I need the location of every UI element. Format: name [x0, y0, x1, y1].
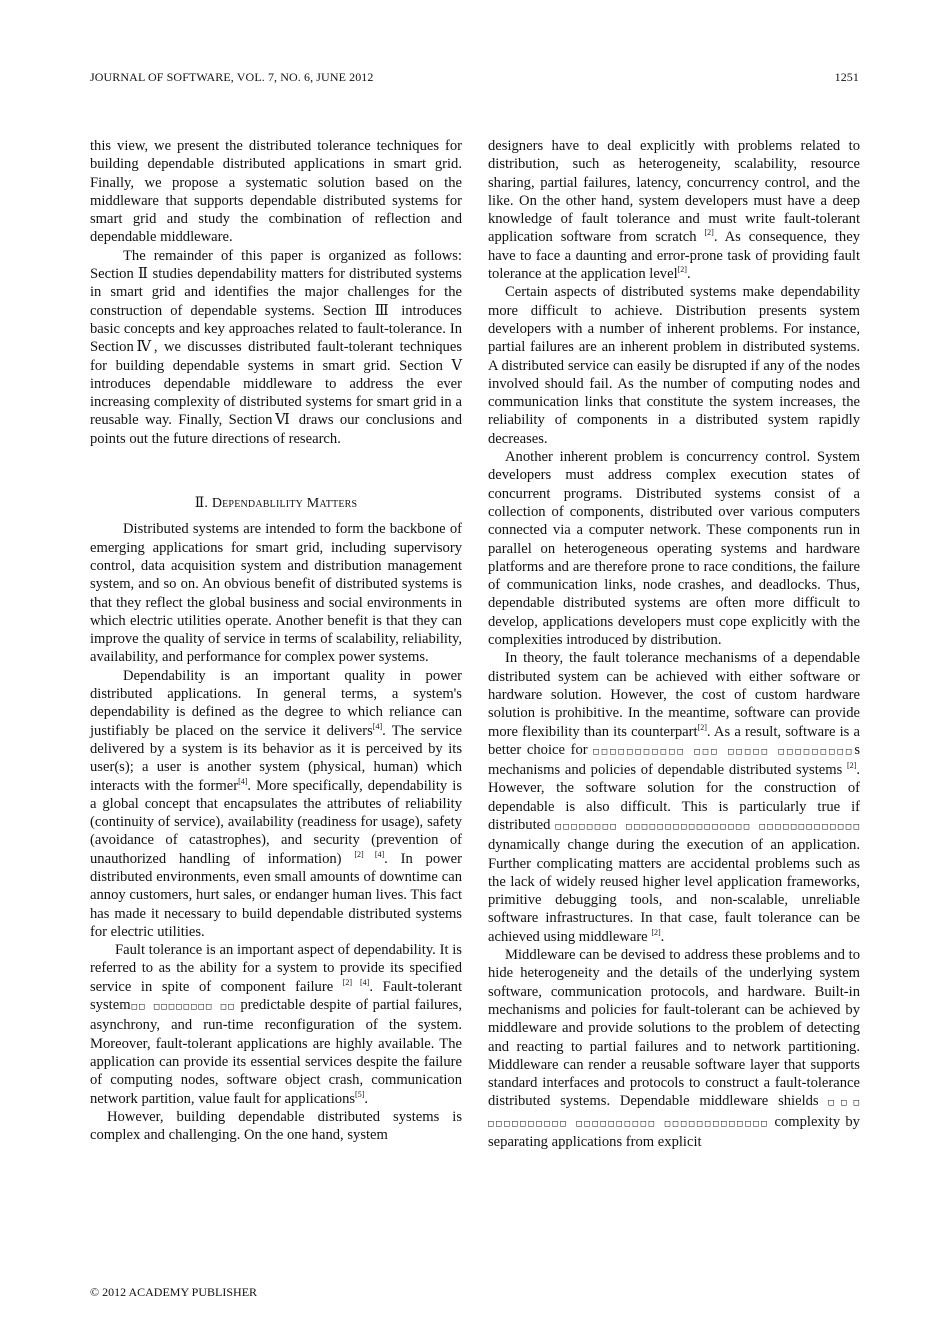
text-run: . As consequence, they have to face a daunting and error-prone task of providing fault tolerance at the application level — [488, 229, 860, 283]
paragraph: this view, we present the distributed tolerance techniques for building dependable distributed applications in smart grid. Finally, we propose a systematic solution based on the middleware that supports dependable distributed systems for smart grid and study the combination of reflection and dependable middleware. — [90, 138, 462, 246]
citation: [2] [4] — [342, 977, 370, 987]
text-run: s mechanisms and policies of dependable distributed systems — [488, 741, 860, 779]
paragraph: Certain aspects of distributed systems make dependability more difficult to achieve. Distribution presents system developers with a number of inherent problems. For instance, partial failures are an inherent problem in distributed systems. A distributed service can easily be disrupted if any of the nodes involved should fail. As the number of computing nodes and communication links that constitute the system increases, the reliability of components in a distributed system rapidly decreases. — [488, 284, 860, 447]
text-run: dynamically change during the execution of an application. Further complicating matters are accidental problems such as the lack of widely reused higher level application frameworks, primitive debugging tools, and non-scalable, unreliable software infrastructures. In that case, fault tolerance can be achieved using middleware — [488, 837, 860, 945]
paragraph — [90, 941, 462, 1108]
garbled-glyphs: □□ □□□□□□□□ □□ — [130, 1002, 236, 1013]
citation: [2] — [677, 265, 687, 275]
text-run: Dependability is an important quality in power distributed applications. In general terms, a system's dependability is defined as the degree to which reliance can justifiably be placed on the service it delivers — [90, 667, 462, 739]
paragraph: However, building dependable distributed systems is complex and challenging. On the one hand, system — [90, 1108, 462, 1144]
citation: [2] — [847, 761, 857, 771]
citation: [2] — [651, 927, 661, 937]
page-number: 1251 — [834, 70, 859, 84]
citation: [2] — [697, 722, 707, 732]
paragraph — [488, 137, 860, 283]
text-run: . However, the software solution for the construction of dependable is also difficult. This is particularly true if distributed — [488, 762, 860, 833]
paragraph: Distributed systems are intended to form the backbone of emerging applications for smart grid, including supervisory control, data acquisition system and distribution management system, and so on. An obvious benefit of distributed systems is that they reflect the global business and social environments in which electric utilities operate. Another benefit is that they can improve the quality of service in terms of scalability, reliability, availability, and performance for complex power systems. — [90, 521, 462, 666]
text-run: . — [660, 928, 665, 945]
citation: [2] — [704, 228, 714, 238]
text-run: In theory, the fault tolerance mechanisms of a dependable distributed system can be achieved with either software or hardware solution. However, the cost of custom hardware solution is prohibitive. In the meantime, software can provide more flexibility than its counterpart — [488, 650, 860, 740]
running-header: JOURNAL OF SOFTWARE, VOL. 7, NO. 6, JUNE 2012 — [90, 70, 374, 84]
left-column — [90, 137, 462, 1144]
section-heading: Ⅱ. Dependablility Matters — [194, 496, 358, 512]
paragraph — [90, 667, 462, 941]
text-run: complexity by separating applications from explicit — [488, 1113, 860, 1151]
footer-copyright: © 2012 ACADEMY PUBLISHER — [90, 1285, 258, 1299]
paragraph: Another inherent problem is concurrency control. System developers must address complex execution states of concurrent programs. Distributed systems consist of a collection of components, distributed over various computers connected via a computer network. These components run in parallel on heterogeneous operating systems and hardware platforms and are therefore prone to race conditions, the failure of communication links, node crashes, and deadlocks. Thus, dependable distributed systems are often more difficult to develop, applications developers must cope explicitly with the complexities introduced by distribution. — [488, 449, 860, 649]
text-run: . As a result, software is a better choice for — [488, 723, 860, 758]
text-run: Middleware can be devised to address these problems and to hide heterogeneity and the details of the underlying system software, communication protocols, and hardware. Built-in mechanisms and policies for fault-tolerant can be achieved by middleware and provide solutions to the problem of detecting and reacting to partial failures and to network partitioning. Middleware can render a reusable software layer that supports standard interfaces and protocols to construct a fault-tolerance distributed systems. Dependable middleware shields — [488, 947, 860, 1110]
text-run: . — [364, 1090, 369, 1107]
paragraph — [488, 946, 860, 1151]
text-run: designers have to deal explicitly with problems related to distribution, such as heterogeneity, scalability, resource sharing, partial failures, latency, concurrency control, and the like. On the other hand, system developers must have a deep knowledge of fault tolerance and must write fault-tolerant application software from scratch — [488, 138, 860, 246]
text-run: . — [686, 266, 691, 283]
paragraph: The remainder of this paper is organized as follows: Section Ⅱ studies dependability matters for distributed systems in smart grid and identifies the major challenges for the construction of dependable systems. Section Ⅲ introduces basic concepts and key approaches related to fault-tolerance. In SectionⅣ, we discusses distributed fault-tolerant techniques for building dependable systems in smart grid. Section Ⅴ introduces dependable middleware to address the ever increasing complexity of distributed systems for smart grid in a reusable way. Finally, SectionⅥ draws our conclusions and points out the future directions of research. — [90, 247, 462, 447]
right-column — [488, 137, 860, 1151]
text-run: . More specifically, dependability is a global concept that encapsulates the attributes of reliability (continuity of service), availability (readiness for usage), safety (avoidance of catastrophes), and security (prevention of unauthorized handling of information) — [90, 777, 463, 867]
text-run: . The service delivered by a system is its behavior as it is perceived by its user(s); a user is another system (physical, human) which interacts with the former — [90, 722, 462, 794]
garbled-glyphs: □□□□□□□□□□□ □□□ □□□□□ □□□□□□□□□ — [593, 746, 855, 757]
text-run: Fault tolerance is an important aspect of dependability. It is referred to as the ability for a system to provide its specified service in spite of component failure — [90, 942, 462, 995]
paragraph — [488, 649, 860, 946]
garbled-glyphs: □□□ □□□□□□□□□□ □□□□□□□□□□ □□□□□□□□□□□□□ — [488, 1098, 860, 1129]
citation: [4] — [372, 721, 383, 731]
citation: [4] — [238, 776, 248, 786]
text-run: . In power distributed environments, even small amounts of downtime can annoy customers, hurt sales, or endanger human lives. This fact has made it necessary to build dependable distributed systems for electric utilities. — [90, 850, 462, 940]
citation: [5] — [355, 1089, 365, 1099]
citation: [2] [4] — [354, 849, 385, 859]
text-run: . Fault-tolerant system — [90, 978, 463, 1014]
garbled-glyphs: □□□□□□□□ □□□□□□□□□□□□□□□□ □□□□□□□□□□□□□ — [555, 821, 860, 832]
text-run: predictable despite of partial failures, asynchrony, and run-time reconfiguration of the system. Moreover, fault-tolerant applications are highly available. The application can provide its essential services despite the failure of computing nodes, software object crash, communication network partition, value fault for applications — [90, 997, 463, 1107]
